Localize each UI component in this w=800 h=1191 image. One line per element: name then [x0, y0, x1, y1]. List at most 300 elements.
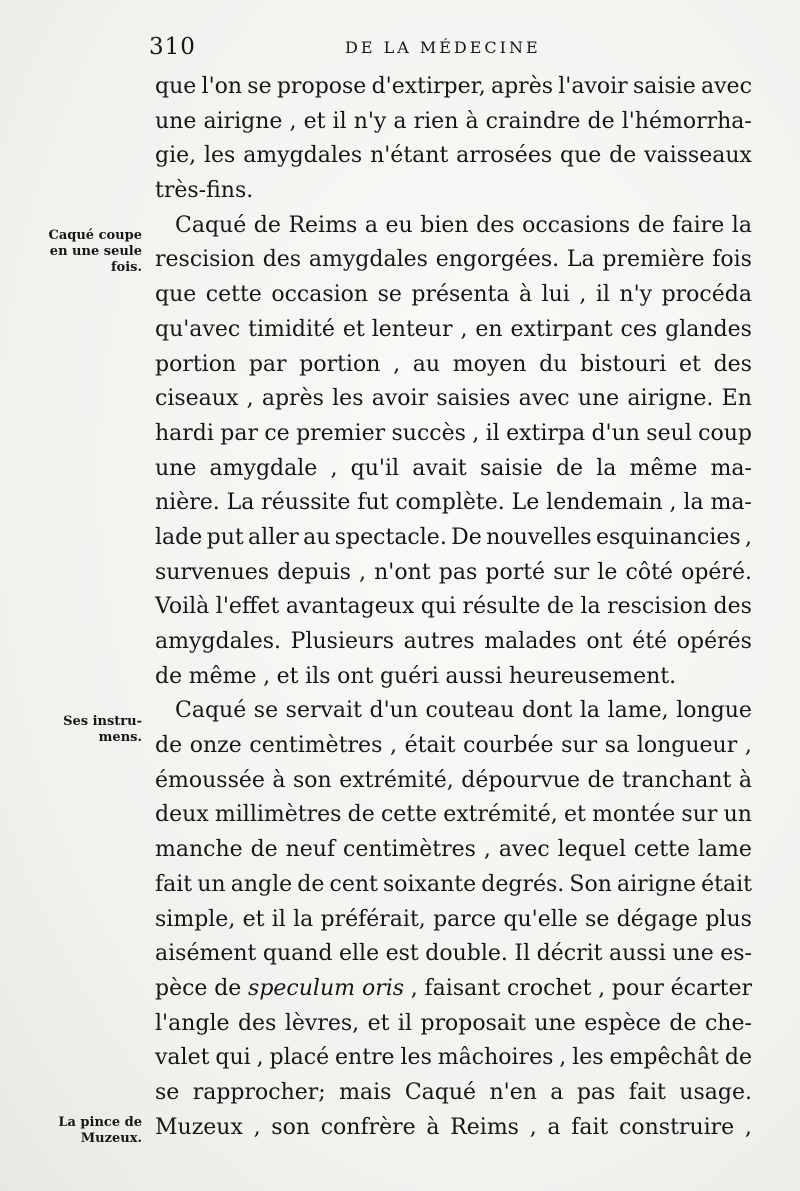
margin-note-line: mens. — [98, 730, 142, 745]
word: arrosées — [456, 143, 553, 169]
word: Il — [514, 941, 531, 967]
word: lèvres, — [284, 1010, 360, 1036]
word: n'y — [619, 282, 653, 308]
word: même — [188, 663, 257, 689]
text-line — [155, 868, 752, 903]
text-line — [155, 1007, 752, 1042]
word: présenta — [411, 282, 510, 308]
text-line — [155, 139, 752, 174]
word: autres — [403, 629, 475, 654]
word: de — [724, 1045, 752, 1071]
word: Reims — [288, 212, 358, 238]
word: cette — [380, 802, 438, 828]
text-line — [155, 590, 752, 625]
word: décrit — [536, 941, 603, 967]
word: il — [332, 108, 347, 134]
word: dégage — [616, 906, 699, 932]
word: propose — [276, 74, 367, 99]
word: La — [226, 490, 255, 516]
word: elle — [338, 941, 380, 967]
word: extrémité, — [443, 802, 558, 828]
word: , — [289, 108, 297, 134]
word: est — [385, 941, 419, 967]
text-line — [155, 243, 752, 278]
word: dépourvue — [461, 767, 580, 793]
word: depuis — [277, 559, 351, 585]
word: amygdale — [209, 455, 318, 481]
word: la — [293, 906, 314, 932]
word: fait — [628, 1079, 666, 1105]
word: fait — [155, 871, 193, 897]
word: à — [738, 767, 752, 793]
word: qu'avec — [155, 316, 241, 342]
word: en — [475, 316, 503, 342]
word: à — [465, 108, 479, 134]
word: , — [253, 1114, 261, 1140]
word: des — [713, 594, 752, 620]
page-number: 310 — [149, 34, 196, 60]
word: du — [539, 351, 568, 377]
word: Reims — [450, 1114, 519, 1140]
word: n'ont — [374, 559, 431, 585]
word: montée — [592, 802, 676, 828]
word: complète. — [395, 490, 505, 516]
word: après — [261, 386, 324, 412]
word: , — [579, 282, 587, 308]
word: écarter — [670, 975, 752, 1001]
word: de — [555, 455, 584, 481]
word: eu — [385, 212, 413, 238]
word: nouvelles — [486, 524, 592, 550]
word: sur — [553, 559, 590, 585]
word: la — [579, 698, 601, 724]
word: de — [155, 663, 183, 689]
word: servait — [285, 698, 362, 724]
margin-note-line: Caqué coupe — [48, 228, 142, 243]
word: a — [364, 212, 378, 238]
text-line — [155, 417, 752, 452]
word: succès — [391, 420, 466, 446]
word: heureusement. — [508, 663, 677, 689]
word: des — [237, 1010, 277, 1036]
word: de — [609, 143, 637, 169]
word: une — [577, 386, 620, 412]
text-line — [155, 382, 752, 417]
word: des — [713, 351, 752, 377]
word: , — [359, 559, 367, 585]
word: Plusieurs — [290, 629, 394, 654]
word: à — [518, 282, 533, 308]
word: par — [220, 420, 258, 446]
word: simple, — [155, 906, 236, 932]
word: de — [347, 802, 375, 828]
word: , — [483, 837, 491, 863]
word: les — [203, 143, 236, 169]
word: Caqué — [404, 1079, 477, 1105]
word: première — [602, 247, 705, 273]
word: , — [460, 316, 468, 342]
word: réussite — [261, 490, 351, 516]
word: était — [404, 733, 456, 759]
word: quand — [262, 941, 333, 967]
word: il — [271, 906, 286, 932]
word: procéda — [661, 282, 752, 308]
text-line — [155, 903, 752, 938]
word: En — [721, 386, 752, 412]
word: guéri — [379, 663, 439, 689]
word: , — [598, 975, 606, 1001]
word: opéré. — [681, 559, 752, 585]
word: De — [451, 524, 482, 550]
word: une — [534, 1010, 576, 1036]
word: un — [197, 871, 226, 897]
word: construire — [619, 1114, 735, 1140]
word: que — [155, 74, 197, 99]
word: es- — [720, 941, 752, 967]
word: lade — [155, 524, 203, 550]
word: fait — [571, 1114, 609, 1140]
word: centimètres — [343, 837, 476, 863]
text-line — [155, 764, 752, 799]
word: airigne — [203, 108, 283, 134]
word: qui — [215, 1045, 251, 1071]
word: , — [330, 455, 338, 481]
word: bien — [420, 212, 469, 238]
word: opérés — [676, 629, 752, 654]
word: ont — [586, 629, 623, 654]
word: amygdales — [243, 143, 363, 169]
word: occasions — [522, 212, 631, 238]
word: de — [546, 594, 575, 620]
word: sur — [681, 802, 718, 828]
word: airigne — [617, 871, 697, 897]
word: , — [744, 733, 752, 759]
word: sa — [604, 733, 630, 759]
word: manche — [155, 837, 243, 863]
word: a — [547, 1114, 561, 1140]
word: hardi — [155, 420, 214, 446]
word: se — [253, 698, 279, 724]
word: empêchât — [609, 1045, 719, 1071]
word: neuf — [285, 837, 336, 863]
word: n'étant — [370, 143, 449, 169]
word: craindre — [485, 108, 581, 134]
word: centimètres — [249, 733, 383, 759]
word: qui — [420, 594, 457, 620]
word: saisie — [632, 74, 696, 99]
word: n'en — [489, 1079, 537, 1105]
word: extirpa — [506, 420, 586, 446]
running-head: DE LA MÉDECINE — [345, 38, 541, 57]
word: portion — [299, 351, 381, 377]
word: une — [672, 941, 714, 967]
word: de — [637, 212, 665, 238]
word: et lenteur — [342, 316, 453, 342]
word: au — [412, 351, 441, 377]
word: se — [585, 906, 610, 932]
text-line — [155, 521, 752, 556]
word: , — [744, 1114, 752, 1140]
word: speculum oris — [248, 975, 405, 1001]
word: mais — [339, 1079, 392, 1105]
margin-note-instrumens — [20, 714, 142, 746]
word: proposait — [420, 1010, 526, 1036]
word: un — [723, 802, 752, 828]
word: résulte — [462, 594, 541, 620]
word: , — [529, 1114, 537, 1140]
word: des — [262, 247, 302, 273]
word: millimètres — [214, 802, 342, 828]
word: le — [597, 559, 618, 585]
word: que — [559, 143, 602, 169]
text-line — [155, 105, 752, 140]
text-line — [155, 972, 752, 1007]
word: et — [242, 906, 265, 932]
word: ce — [264, 420, 290, 446]
word: il — [485, 420, 500, 446]
word: des — [476, 212, 515, 238]
word: tranchant — [622, 767, 732, 793]
word: d'extirper, — [371, 74, 486, 99]
word: l'effet — [215, 594, 280, 620]
word: les — [332, 386, 364, 412]
word: longueur — [636, 733, 738, 759]
text-line — [155, 70, 752, 105]
word: cent — [329, 871, 378, 897]
word: , — [559, 1045, 567, 1071]
word: la — [683, 490, 704, 516]
text-line — [155, 486, 752, 521]
word: d'un — [591, 420, 640, 446]
margin-note-line: Ses instru- — [63, 714, 142, 729]
word: les — [572, 1045, 604, 1071]
word: usage. — [679, 1079, 752, 1105]
word: , — [393, 351, 401, 377]
word: son — [271, 1114, 311, 1140]
word: été — [632, 629, 668, 654]
word: Caqué — [175, 212, 247, 238]
word: Le — [511, 490, 540, 516]
word: rien — [413, 108, 459, 134]
word: pour — [611, 975, 664, 1001]
word: entre — [335, 1045, 395, 1071]
word: rescision — [155, 247, 255, 273]
word: amygdales. — [155, 629, 282, 654]
text-line — [155, 833, 752, 868]
word: , — [669, 490, 677, 516]
word: de — [250, 837, 278, 863]
text-line — [155, 625, 752, 660]
word: il — [397, 1010, 412, 1036]
word: il — [595, 282, 610, 308]
text-line — [155, 209, 752, 244]
word: deux — [155, 802, 209, 828]
word: pas — [576, 1079, 616, 1105]
body-text — [155, 70, 752, 1145]
margin-note-line: La pince de — [58, 1115, 142, 1130]
word: Voilà — [155, 594, 210, 620]
word: confrère — [320, 1114, 416, 1140]
word: faisant — [424, 975, 501, 1001]
word: rapprocher; — [192, 1079, 326, 1105]
word: d'un — [369, 698, 418, 724]
word: ciseaux — [155, 386, 239, 412]
word: saisies — [436, 386, 511, 412]
margin-note-line: en une seule — [49, 244, 142, 259]
word: , — [472, 420, 480, 446]
word: mâchoires — [437, 1045, 554, 1071]
word: survenues — [155, 559, 270, 585]
word: dont — [521, 698, 573, 724]
word: double. — [425, 941, 508, 967]
word: l'angle — [155, 1010, 230, 1036]
word: gie, — [155, 143, 197, 169]
word: et — [679, 351, 701, 377]
text-line — [155, 729, 752, 764]
word: la — [596, 455, 617, 481]
word: cette — [633, 837, 690, 863]
margin-note-caque-coupe — [20, 228, 142, 276]
word: , — [390, 733, 397, 759]
word: Muzeux — [155, 1114, 243, 1140]
word: de — [297, 871, 325, 897]
word: portion — [155, 351, 237, 377]
word: de — [155, 733, 183, 759]
word: , — [745, 524, 752, 550]
word: et — [303, 108, 326, 134]
word: rescision — [607, 594, 708, 620]
word: extrémité, — [339, 767, 454, 793]
word: avec — [701, 74, 752, 99]
word: airigne. — [627, 386, 714, 412]
word: seul — [646, 420, 692, 446]
word: préférait, — [320, 906, 426, 932]
word: son — [293, 767, 332, 793]
word: sur — [561, 733, 598, 759]
word: onze — [189, 733, 242, 759]
text-line — [155, 937, 752, 972]
word: et — [563, 802, 586, 828]
text-line — [155, 1041, 752, 1076]
word: premier — [296, 420, 386, 446]
word: même — [629, 455, 698, 481]
word: engorgées. — [435, 247, 560, 273]
word: saisie — [479, 455, 543, 481]
word: de — [214, 975, 242, 1001]
word: de — [669, 1010, 697, 1036]
word: amygdales — [308, 247, 428, 273]
word: lame, — [607, 698, 669, 724]
word: la — [580, 594, 601, 620]
text-line — [155, 452, 752, 487]
text-line — [155, 348, 752, 383]
word: timidité — [248, 316, 335, 342]
word: che- — [704, 1010, 752, 1036]
word: esquinancies — [595, 524, 741, 550]
word: cette — [205, 282, 262, 308]
word: lame — [697, 837, 752, 863]
word: extirpant — [510, 316, 613, 342]
word: pèce — [155, 975, 208, 1001]
word: l'avoir — [558, 74, 628, 99]
word: et — [367, 1010, 390, 1036]
word: coup — [698, 420, 752, 446]
word: lendemain — [546, 490, 663, 516]
word: , — [263, 663, 271, 689]
margin-note-line: fois. — [110, 260, 142, 275]
word: après — [490, 74, 554, 99]
word: à — [272, 767, 286, 793]
word: parce — [433, 906, 497, 932]
word: aisément — [155, 941, 257, 967]
word: qu'elle — [503, 906, 578, 932]
word: ma- — [710, 455, 752, 481]
word: et — [276, 663, 299, 689]
word: plus — [705, 906, 752, 932]
word: a — [393, 108, 407, 134]
word: couteau — [425, 698, 515, 724]
word: de — [253, 212, 281, 238]
word: occasion — [271, 282, 369, 308]
word: moyen — [452, 351, 527, 377]
text-line — [155, 1076, 752, 1111]
word: put — [206, 524, 244, 550]
word: degrés. — [481, 871, 565, 897]
word: émoussée — [155, 767, 265, 793]
word: côté — [625, 559, 673, 585]
word: aller — [248, 524, 299, 550]
text-line — [155, 694, 752, 729]
text-line — [155, 278, 752, 313]
word: ces — [620, 316, 658, 342]
word: espèce — [584, 1010, 661, 1036]
word: qu'il — [350, 455, 400, 481]
word: faire — [672, 212, 725, 238]
word: que — [155, 282, 197, 308]
word: Caqué — [175, 698, 247, 724]
word: lui — [541, 282, 570, 308]
word: crochet — [506, 975, 592, 1001]
word: ils — [305, 663, 331, 689]
word: lequel — [557, 837, 626, 863]
word: bistouri — [580, 351, 667, 377]
word: avec — [518, 386, 570, 412]
word: fut — [357, 490, 389, 516]
word: les — [400, 1045, 432, 1071]
word: l'hémorrha- — [621, 108, 752, 134]
word: avait — [412, 455, 467, 481]
word: longue — [676, 698, 752, 724]
word: porté — [485, 559, 546, 585]
text-line — [155, 1111, 752, 1146]
word: pas — [438, 559, 478, 585]
word: ont — [337, 663, 374, 689]
word: avoir — [371, 386, 429, 412]
word: avantageux — [285, 594, 415, 620]
word: une — [155, 455, 197, 481]
word: valet — [155, 1045, 210, 1071]
word: se — [155, 1079, 180, 1105]
word: , — [410, 975, 418, 1001]
text-line — [155, 313, 752, 348]
word: n'y — [353, 108, 387, 134]
word: à — [426, 1114, 440, 1140]
word: spectacle. — [334, 524, 447, 550]
word: , — [246, 386, 254, 412]
word: soixante — [383, 871, 477, 897]
word: aussi — [445, 663, 503, 689]
word: a — [550, 1079, 564, 1105]
